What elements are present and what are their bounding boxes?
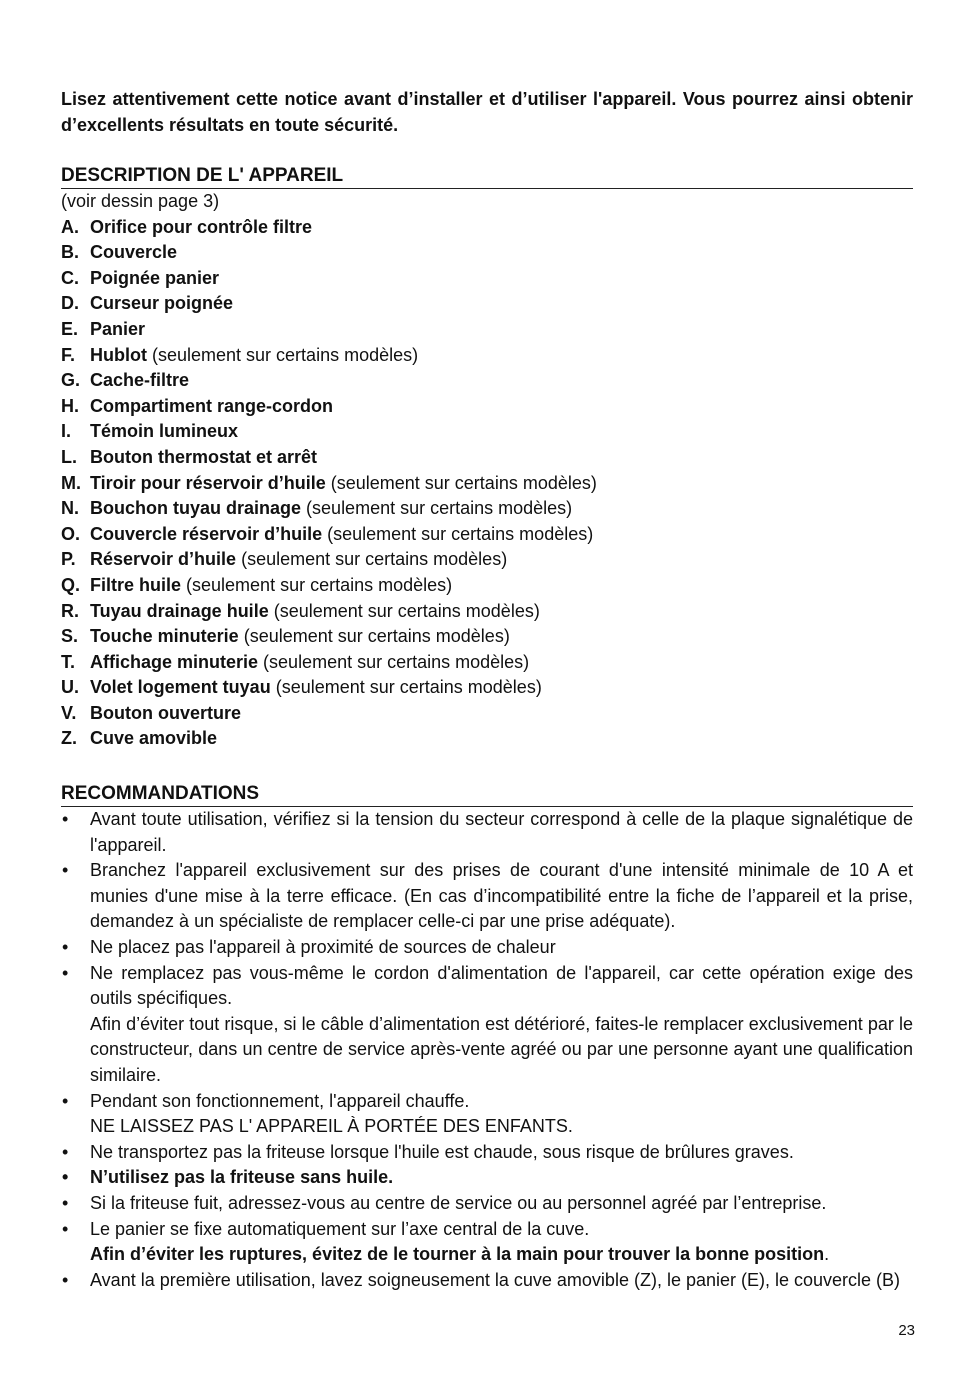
bullet-icon: • (62, 809, 69, 830)
part-name: Bouchon tuyau drainage (90, 498, 302, 519)
recommendation-text (90, 1217, 913, 1268)
recommendations-list (61, 807, 913, 1293)
list-item (61, 1140, 913, 1166)
list-item (61, 701, 913, 727)
part-label (90, 419, 238, 445)
part-label (90, 650, 529, 676)
bullet-icon: • (62, 1090, 69, 1111)
list-item (61, 807, 913, 858)
part-note: (seulement sur certains modèles) (241, 549, 508, 570)
part-name: Tiroir pour réservoir d’huile (90, 472, 326, 493)
part-name: Témoin lumineux (90, 421, 239, 442)
section-title-recommendations: RECOMMANDATIONS (61, 782, 913, 807)
bullet-icon: • (62, 937, 69, 958)
parts-list (61, 215, 913, 752)
list-item (61, 496, 913, 522)
part-label (90, 394, 333, 420)
trailing-period: . (824, 1244, 830, 1265)
part-letter: F. (61, 344, 76, 365)
list-item (61, 1089, 913, 1140)
part-letter: L. (61, 446, 77, 467)
list-item (61, 445, 913, 471)
recommendation-text (90, 961, 913, 1089)
emphasis-text: Afin d’éviter les ruptures, évitez de le tourner à la main pour trouver la bonne position (90, 1244, 825, 1265)
part-note: (seulement sur certains modèles) (330, 472, 597, 493)
part-letter: T. (61, 651, 76, 672)
part-note: (seulement sur certains modèles) (263, 651, 530, 672)
part-label (90, 726, 217, 752)
part-name: Bouton thermostat et arrêt (90, 446, 318, 467)
part-letter: P. (61, 549, 76, 570)
list-item (61, 343, 913, 369)
list-item (61, 471, 913, 497)
part-letter: G. (61, 370, 81, 391)
part-label (90, 240, 177, 266)
list-item (61, 726, 913, 752)
part-note: (seulement sur certains modèles) (186, 574, 453, 595)
bullet-icon: • (62, 962, 69, 983)
part-name: Couvercle réservoir d’huile (90, 523, 323, 544)
part-label (90, 215, 312, 241)
part-letter: M. (61, 472, 81, 493)
part-name: Réservoir d’huile (90, 549, 237, 570)
part-label (90, 522, 593, 548)
part-label (90, 343, 418, 369)
list-item (61, 1191, 913, 1217)
part-label (90, 445, 317, 471)
part-label (90, 675, 542, 701)
recommendation-text: Avant la première utilisation, lavez soigneusement la cuve amovible (Z), le panier (E), le couvercle (B) (90, 1269, 901, 1290)
part-label (90, 471, 597, 497)
part-name: Compartiment range-cordon (90, 395, 334, 416)
list-item (61, 624, 913, 650)
list-item (61, 935, 913, 961)
list-item (61, 547, 913, 573)
part-label (90, 547, 507, 573)
intro-paragraph: Lisez attentivement cette notice avant d’installer et d’utiliser l'appareil. Vous pourrez ainsi obtenir d’excellents résultats en toute sécurité. (61, 89, 913, 135)
part-label (90, 266, 219, 292)
part-label (90, 701, 241, 727)
part-letter: O. (61, 523, 81, 544)
list-item (61, 291, 913, 317)
bullet-icon: • (62, 1141, 69, 1162)
part-note: (seulement sur certains modèles) (306, 498, 573, 519)
part-name: Volet logement tuyau (90, 677, 271, 698)
list-item (61, 858, 913, 935)
list-item (61, 522, 913, 548)
bullet-icon: • (62, 1269, 69, 1290)
part-letter: B. (61, 242, 79, 263)
part-name: Bouton ouverture (90, 702, 241, 723)
list-item (61, 215, 913, 241)
list-item (61, 419, 913, 445)
warning-line: NE LAISSEZ PAS L' APPAREIL À PORTÉE DES ENFANTS. (90, 1116, 573, 1137)
list-item (61, 961, 913, 1089)
part-letter: E. (61, 318, 79, 339)
list-item (61, 599, 913, 625)
recommendation-text: Ne placez pas l'appareil à proximité de sources de chaleur (90, 937, 556, 958)
part-name: Cuve amovible (90, 728, 218, 749)
recommendation-line: Le panier se fixe automatiquement sur l’axe central de la cuve. (90, 1218, 590, 1239)
part-letter: Z. (61, 728, 77, 749)
part-label (90, 317, 145, 343)
list-item (61, 573, 913, 599)
recommendation-text (90, 1089, 913, 1140)
part-letter: H. (61, 395, 79, 416)
list-item (61, 266, 913, 292)
part-letter: I. (61, 421, 72, 442)
recommendation-line (90, 1242, 913, 1268)
page-number: 23 (898, 1322, 915, 1339)
part-label (90, 573, 452, 599)
part-letter: C. (61, 267, 79, 288)
bullet-icon: • (62, 1218, 69, 1239)
part-label (90, 291, 233, 317)
recommendation-line: Afin d’éviter tout risque, si le câble d’alimentation est détérioré, faites-le remplacer exclusivement par le constructeur, dans un centre de service après-vente agréé ou par une personne ayant une qualification similaire. (90, 1013, 913, 1085)
drawing-reference-note: (voir dessin page 3) (61, 191, 220, 211)
part-name: Couvercle (90, 242, 178, 263)
part-name: Orifice pour contrôle filtre (90, 216, 313, 237)
part-letter: R. (61, 600, 79, 621)
part-label (90, 496, 572, 522)
list-item (61, 650, 913, 676)
list-item (61, 317, 913, 343)
part-note: (seulement sur certains modèles) (243, 626, 510, 647)
recommendation-text: Si la friteuse fuit, adressez-vous au centre de service ou au personnel agréé par l’entreprise. (90, 1192, 827, 1213)
part-name: Curseur poignée (90, 293, 234, 314)
part-label (90, 368, 189, 394)
part-letter: D. (61, 293, 79, 314)
list-item (61, 394, 913, 420)
part-name: Filtre huile (90, 574, 182, 595)
part-name: Cache-filtre (90, 370, 190, 391)
bullet-icon: • (62, 1192, 69, 1213)
part-note: (seulement sur certains modèles) (327, 523, 594, 544)
part-label (90, 624, 510, 650)
recommendation-line: Ne remplacez pas vous-même le cordon d'alimentation de l'appareil, car cette opération exige des outils spécifiques. (90, 962, 913, 1009)
part-note: (seulement sur certains modèles) (152, 344, 419, 365)
section-title-description: DESCRIPTION DE L' APPAREIL (61, 164, 913, 189)
list-item (61, 1268, 913, 1294)
list-item (61, 368, 913, 394)
bullet-icon: • (62, 860, 69, 881)
part-letter: N. (61, 498, 79, 519)
part-name: Tuyau drainage huile (90, 600, 269, 621)
document-page (61, 86, 913, 1293)
list-item (61, 675, 913, 701)
part-note: (seulement sur certains modèles) (273, 600, 540, 621)
bullet-icon: • (62, 1167, 69, 1188)
part-name: Affichage minuterie (90, 651, 259, 672)
recommendation-text: Branchez l'appareil exclusivement sur des prises de courant d'une intensité minimale de 10 A et munies d'une mise à la terre efficace. (En cas d’incompatibilité entre la fiche de l’appareil et la prise, demandez à un spécialiste de remplacer celle-ci par une prise adéquate). (90, 860, 913, 932)
part-letter: U. (61, 677, 79, 698)
part-letter: A. (61, 216, 79, 237)
part-label (90, 599, 540, 625)
recommendation-text: Avant toute utilisation, vérifiez si la tension du secteur correspond à celle de la plaque signalétique de l'appareil. (90, 809, 913, 855)
part-letter: S. (61, 626, 79, 647)
part-letter: Q. (61, 574, 81, 595)
recommendation-line: Pendant son fonctionnement, l'appareil chauffe. (90, 1090, 470, 1111)
part-name: Touche minuterie (90, 626, 239, 647)
part-letter: V. (61, 702, 77, 723)
list-item (61, 1165, 913, 1191)
recommendation-text: N’utilisez pas la friteuse sans huile. (90, 1167, 394, 1188)
list-item (61, 1217, 913, 1268)
part-name: Panier (90, 318, 146, 339)
part-name: Hublot (90, 344, 147, 365)
part-note: (seulement sur certains modèles) (275, 677, 542, 698)
part-name: Poignée panier (90, 267, 220, 288)
recommendation-text: Ne transportez pas la friteuse lorsque l'huile est chaude, sous risque de brûlures graves. (90, 1141, 794, 1162)
list-item (61, 240, 913, 266)
